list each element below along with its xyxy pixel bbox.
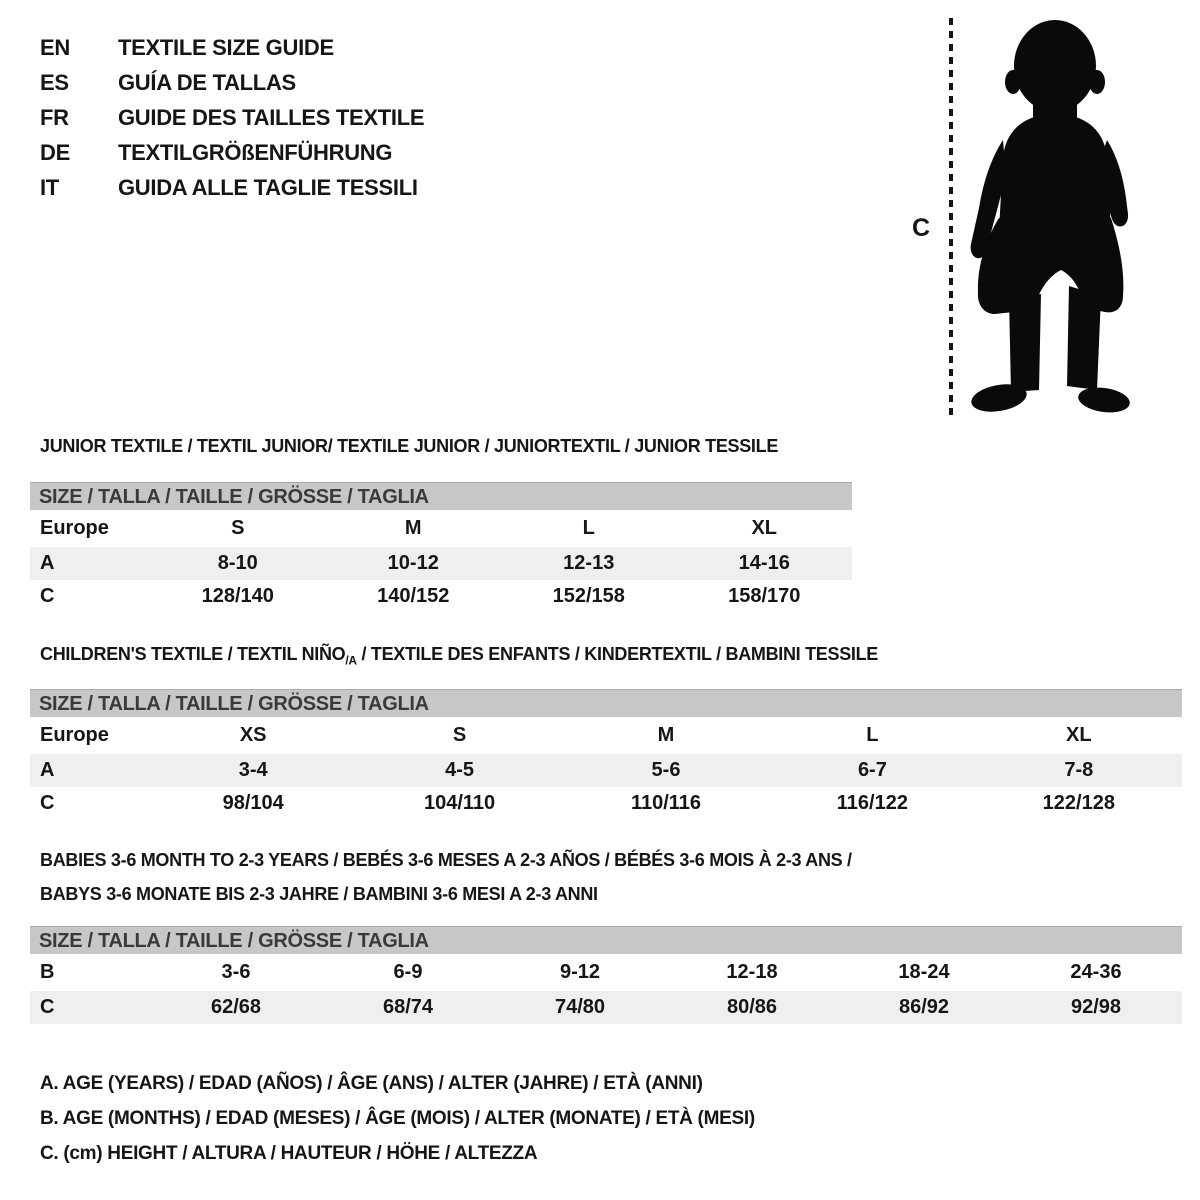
- size-cell: M: [657, 724, 675, 746]
- height-cell: 158/170: [728, 585, 801, 607]
- height-cell: 128/140: [201, 585, 274, 607]
- row-label: C: [40, 585, 55, 607]
- table-row: [30, 787, 1182, 820]
- size-header-bar: SIZE / TALLA / TAILLE / GRÖSSE / TAGLIA: [30, 689, 1182, 717]
- height-cell: 116/122: [836, 792, 908, 814]
- legend-line-b: B. AGE (MONTHS) / EDAD (MESES) / ÂGE (MOIS) / ALTER (MONATE) / ETÀ (MESI): [40, 1108, 755, 1129]
- age-cell: 9-12: [559, 961, 601, 983]
- age-cell: 8-10: [217, 552, 258, 574]
- table-row: [30, 991, 1182, 1024]
- age-cell: 12-13: [563, 552, 615, 574]
- height-cell: 140/152: [377, 585, 450, 607]
- height-cell: 104/110: [423, 792, 496, 814]
- heading-text: CHILDREN'S TEXTILE / TEXTIL NIÑO: [40, 644, 346, 664]
- heading-subscript: /A: [345, 653, 357, 668]
- age-cell: 24-36: [1070, 961, 1122, 983]
- age-cell: 7-8: [1064, 759, 1094, 781]
- age-cell: 5-6: [651, 759, 681, 781]
- measure-legend: [40, 1066, 755, 1171]
- children-size-table: [30, 689, 1182, 820]
- size-header-bar: SIZE / TALLA / TAILLE / GRÖSSE / TAGLIA: [30, 482, 852, 510]
- babies-size-table: [30, 926, 1182, 1024]
- height-cell: 62/68: [210, 996, 262, 1018]
- legend-line-a: A. AGE (YEARS) / EDAD (AÑOS) / ÂGE (ANS) / ALTER (JAHRE) / ETÀ (ANNI): [40, 1073, 703, 1094]
- height-cell: 110/116: [630, 792, 702, 814]
- babies-section-heading-line2: BABYS 3-6 MONATE BIS 2-3 JAHRE / BAMBINI 3-6 MESI A 2-3 ANNI: [40, 884, 598, 904]
- row-label: C: [40, 792, 55, 814]
- age-cell: 6-7: [857, 759, 887, 781]
- size-cell: XL: [751, 517, 778, 539]
- language-row: [40, 100, 424, 135]
- guide-title: GUIDE DES TAILLES TEXTILE: [118, 105, 425, 130]
- height-cell: 74/80: [554, 996, 606, 1018]
- row-label: Europe: [40, 724, 109, 746]
- row-label: Europe: [40, 517, 109, 539]
- guide-title: GUIDA ALLE TAGLIE TESSILI: [118, 175, 418, 200]
- age-cell: 3-4: [238, 759, 268, 781]
- guide-title: TEXTILGRÖßENFÜHRUNG: [118, 140, 393, 165]
- junior-size-table: [30, 482, 852, 613]
- size-cell: S: [452, 724, 467, 746]
- language-row: [40, 170, 424, 205]
- heading-text: / TEXTILE DES ENFANTS / KINDERTEXTIL / BAMBINI TESSILE: [356, 644, 878, 664]
- row-label: C: [40, 996, 55, 1018]
- table-row: [30, 717, 1182, 754]
- language-code: ES: [40, 70, 69, 95]
- language-code: EN: [40, 35, 70, 60]
- height-cell: 86/92: [898, 996, 950, 1018]
- age-cell: 12-18: [726, 961, 778, 983]
- children-section-heading: [40, 644, 878, 668]
- language-row: [40, 135, 424, 170]
- table-row: [30, 580, 852, 613]
- height-measure-line: [945, 16, 957, 418]
- age-cell: 18-24: [898, 961, 950, 983]
- size-cell: S: [231, 517, 245, 539]
- row-label: A: [40, 759, 55, 781]
- language-code: FR: [40, 105, 69, 130]
- age-cell: 4-5: [445, 759, 475, 781]
- height-cell: 122/128: [1042, 792, 1115, 814]
- size-cell: L: [582, 517, 595, 539]
- row-label: B: [40, 961, 55, 983]
- table-row: [30, 547, 852, 580]
- age-cell: 10-12: [387, 552, 439, 574]
- junior-section-heading: JUNIOR TEXTILE / TEXTIL JUNIOR/ TEXTILE JUNIOR / JUNIORTEXTIL / JUNIOR TESSILE: [40, 436, 779, 456]
- size-cell: XL: [1066, 724, 1092, 746]
- height-cell: 80/86: [726, 996, 778, 1018]
- guide-title: TEXTILE SIZE GUIDE: [118, 35, 334, 60]
- legend-line-c: C. (cm) HEIGHT / ALTURA / HAUTEUR / HÖHE / ALTEZZA: [40, 1143, 538, 1164]
- language-row: [40, 65, 424, 100]
- language-code: DE: [40, 140, 70, 165]
- height-measure-label: C: [912, 214, 931, 242]
- language-row: [40, 30, 424, 65]
- height-cell: 68/74: [382, 996, 434, 1018]
- language-code: IT: [40, 175, 59, 200]
- babies-section-heading-line1: BABIES 3-6 MONTH TO 2-3 YEARS / BEBÉS 3-6 MESES A 2-3 AÑOS / BÉBÉS 3-6 MOIS À 2-3 ANS /: [40, 850, 852, 870]
- height-cell: 98/104: [222, 792, 284, 814]
- size-cell: XS: [239, 724, 267, 746]
- size-cell: L: [866, 724, 879, 746]
- size-cell: M: [404, 517, 422, 539]
- age-cell: 6-9: [393, 961, 423, 983]
- language-title-list: [40, 30, 424, 205]
- height-cell: 152/158: [552, 585, 625, 607]
- height-cell: 92/98: [1070, 996, 1122, 1018]
- row-label: A: [40, 552, 55, 574]
- table-row: [30, 510, 852, 547]
- size-header-bar: SIZE / TALLA / TAILLE / GRÖSSE / TAGLIA: [30, 926, 1182, 954]
- guide-title: GUÍA DE TALLAS: [118, 70, 296, 95]
- table-row: [30, 954, 1182, 991]
- age-cell: 14-16: [738, 552, 790, 574]
- toddler-silhouette-icon: [965, 18, 1135, 418]
- table-row: [30, 754, 1182, 787]
- age-cell: 3-6: [221, 961, 251, 983]
